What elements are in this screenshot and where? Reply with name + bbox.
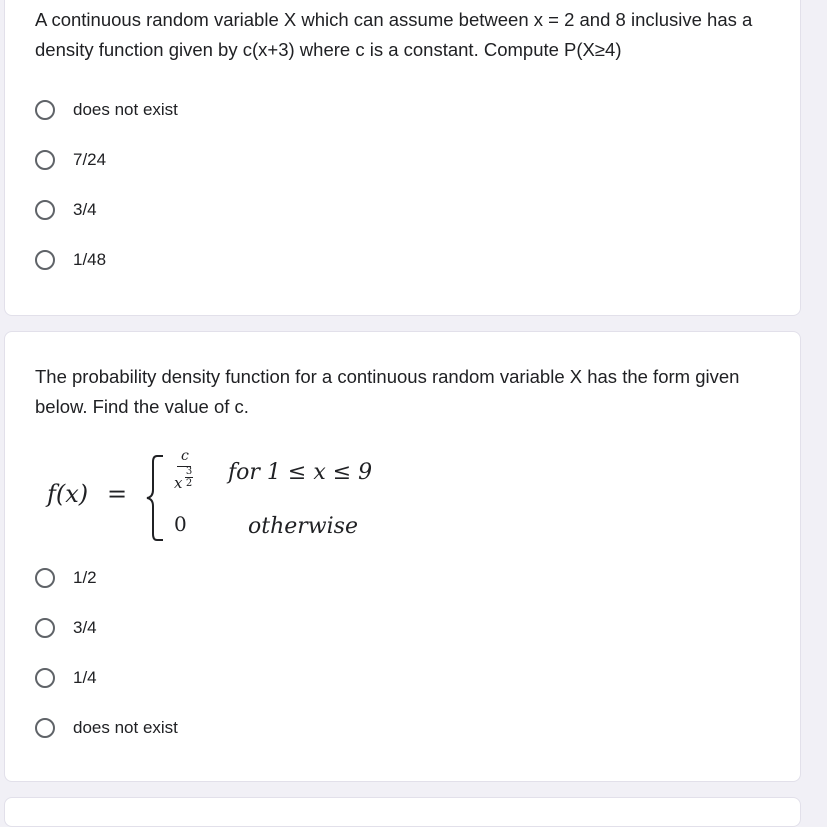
question-text: A continuous random variable X which can assume between x = 2 and 8 inclusive has a density function given by c(x+3) where c is a constant. Compute P(X≥4) (35, 9, 753, 60)
radio-button[interactable] (35, 568, 55, 588)
pdf-formula-image (43, 448, 423, 548)
exponent-numerator: 3 (185, 466, 193, 477)
option-label: 1/4 (73, 668, 97, 687)
formula-lhs: f(x) (47, 480, 89, 508)
radio-button[interactable] (35, 618, 55, 638)
option-label: 3/4 (73, 200, 97, 219)
option-label: does not exist (73, 100, 178, 119)
formula-case2-condition: otherwise (248, 514, 358, 539)
question-card-1 (4, 0, 801, 316)
exponent-denominator: 2 (185, 478, 193, 489)
option-3-4[interactable] (35, 614, 97, 642)
option-does-not-exist[interactable] (35, 714, 178, 742)
formula-denominator-base: x (174, 474, 183, 492)
option-does-not-exist[interactable] (35, 96, 178, 124)
option-1-4[interactable] (35, 664, 97, 692)
formula-case1-condition: for 1 ≤ x ≤ 9 (228, 460, 373, 485)
question-card-2 (4, 331, 801, 782)
radio-button[interactable] (35, 250, 55, 270)
radio-button[interactable] (35, 100, 55, 120)
radio-button[interactable] (35, 718, 55, 738)
radio-button[interactable] (35, 200, 55, 220)
option-label: 1/48 (73, 250, 107, 269)
left-brace-icon (127, 452, 167, 544)
question-text: The probability density function for a continuous random variable X has the form given below. Find the value of c. (35, 366, 740, 417)
question-card-3 (4, 797, 801, 827)
option-label: 3/4 (73, 618, 97, 637)
radio-button[interactable] (35, 150, 55, 170)
option-1-2[interactable] (35, 564, 97, 592)
option-label: 1/2 (73, 568, 97, 587)
option-label: does not exist (73, 718, 178, 737)
option-3-4[interactable] (35, 196, 97, 224)
formula-numerator: c (181, 448, 189, 464)
option-1-48[interactable] (35, 246, 106, 274)
formula-equals: = (107, 480, 128, 508)
formula-case2-value: 0 (174, 512, 187, 536)
option-7-24[interactable] (35, 146, 106, 174)
radio-button[interactable] (35, 668, 55, 688)
formula-exponent (185, 466, 193, 489)
option-label: 7/24 (73, 150, 107, 169)
